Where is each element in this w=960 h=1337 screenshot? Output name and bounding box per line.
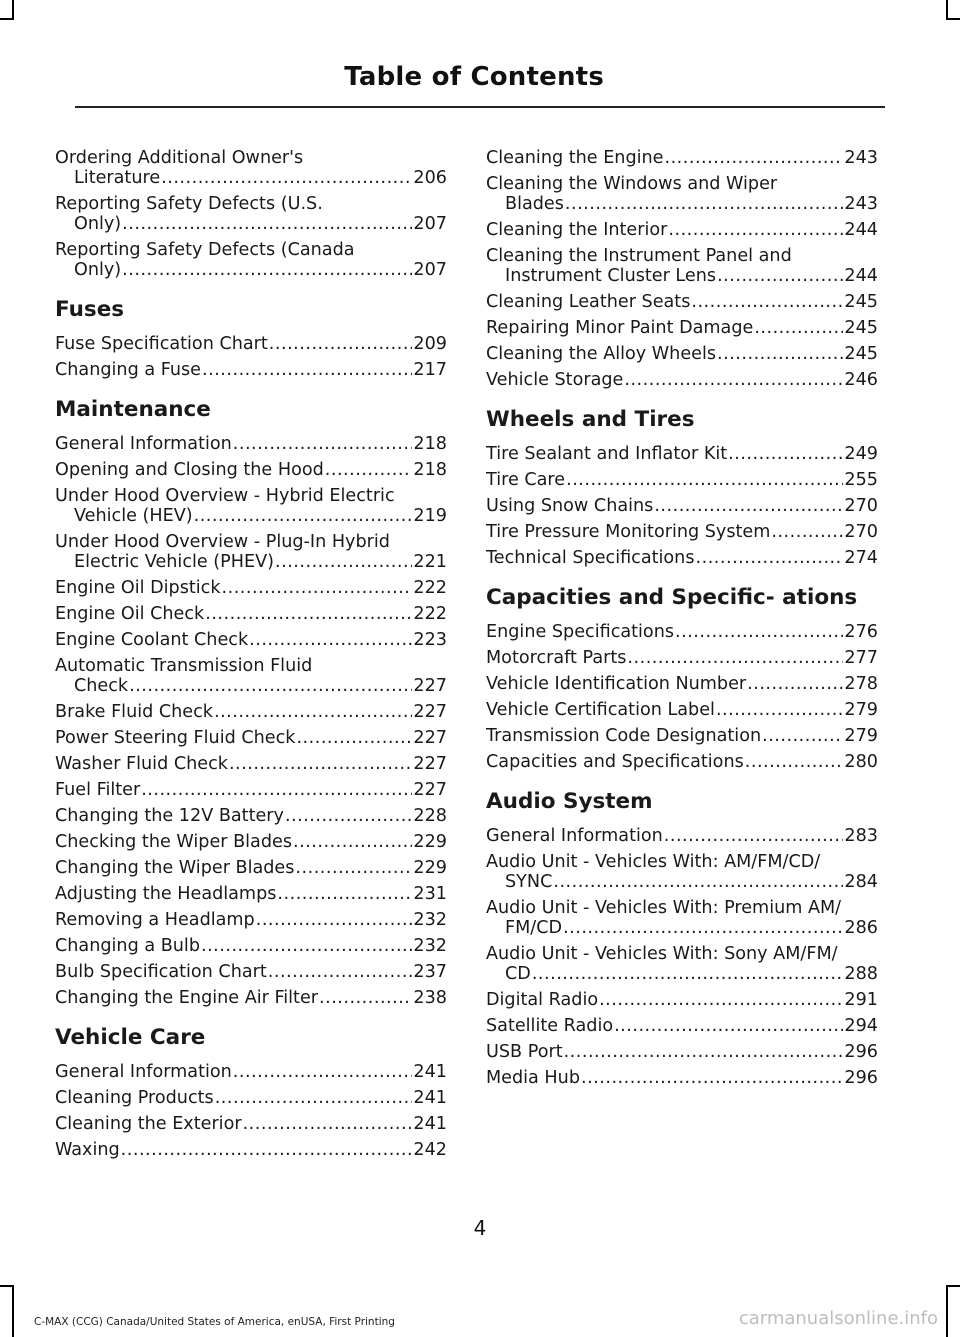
dot-leader [293,832,412,852]
toc-entry-title: Literature [74,168,161,188]
toc-entry-title-line: Cleaning the Windows and Wiper [486,174,778,194]
toc-entry[interactable] [486,1042,878,1062]
toc-entry[interactable] [55,486,447,526]
toc-entry[interactable] [55,702,447,722]
toc-entry-page: 209 [413,334,447,354]
toc-entry[interactable] [55,806,447,826]
toc-entry-title: Changing a Bulb [55,936,200,956]
dot-leader [599,990,843,1010]
dot-leader [201,936,412,956]
toc-entry-page: 279 [844,726,878,746]
toc-entry[interactable] [55,532,447,572]
toc-entry-page: 244 [844,266,878,286]
dot-leader [747,674,843,694]
toc-entry-title-line: Reporting Safety Defects (Canada [55,240,355,260]
dot-leader [668,220,843,240]
toc-entry-title: Satellite Radio [486,1016,614,1036]
toc-entry-title: Bulb Specification Chart [55,962,267,982]
toc-entry-title: Adjusting the Headlamps [55,884,277,904]
toc-entry-title: Brake Fluid Check [55,702,213,722]
dot-leader [269,334,413,354]
watermark: carmanualsonline.info [738,1308,938,1329]
toc-entry[interactable] [55,1114,447,1134]
toc-entry[interactable] [486,470,878,490]
dot-leader [664,826,844,846]
toc-entry-title: Repairing Minor Paint Damage [486,318,754,338]
toc-entry-title: SYNC [505,872,553,892]
toc-entry-title: Waxing [55,1140,120,1160]
toc-entry-page: 284 [844,872,878,892]
crop-mark-bottom-left-v [12,1285,14,1337]
crop-mark-bottom-left-h [0,1285,14,1287]
toc-entry-title: Using Snow Chains [486,496,654,516]
dot-leader [249,630,412,650]
toc-entry-title: Transmission Code Designation [486,726,762,746]
toc-entry-page: 245 [844,318,878,338]
dot-leader [194,506,413,526]
dot-leader [295,858,412,878]
toc-entry-title: Electric Vehicle (PHEV) [74,552,275,572]
page-number: 4 [473,1216,487,1240]
toc-entry-page: 232 [413,936,447,956]
dot-leader [675,622,843,642]
dot-leader [762,726,843,746]
toc-entry[interactable] [55,194,447,234]
toc-entry-page: 279 [844,700,878,720]
toc-entry-page: 288 [844,964,878,984]
toc-entry-page: 249 [844,444,878,464]
dot-leader [229,754,412,774]
toc-entry-page: 221 [413,552,447,572]
toc-entry[interactable] [55,630,447,650]
toc-entry[interactable] [55,148,447,188]
toc-entry-title-line: Audio Unit - Vehicles With: Premium AM/ [486,898,842,918]
crop-mark-top-right-h [946,18,960,20]
toc-entry-title: Engine Specifications [486,622,675,642]
section-heading-audio-system: Audio System [486,789,653,814]
toc-entry-title: Cleaning the Exterior [55,1114,242,1134]
edition-footer: C-MAX (CCG) Canada/United States of America, enUSA, First Printing [34,1316,395,1328]
dot-leader [222,578,413,598]
toc-entry[interactable] [486,246,878,286]
toc-entry-page: 244 [844,220,878,240]
dot-leader [243,1114,413,1134]
dot-leader [141,780,412,800]
toc-entry-title-line: Under Hood Overview - Hybrid Electric [55,486,395,506]
toc-entry[interactable] [486,674,878,694]
dot-leader [627,648,843,668]
toc-entry-page: 245 [844,292,878,312]
toc-entry-title: Tire Care [486,470,566,490]
toc-entry-title: Vehicle Identification Number [486,674,747,694]
toc-entry[interactable] [486,174,878,214]
toc-entry-page: 223 [413,630,447,650]
toc-entry-page: 255 [844,470,878,490]
page-title: Table of Contents [344,62,604,92]
toc-entry-page: 241 [413,1062,447,1082]
dot-leader [654,496,843,516]
dot-leader [696,548,844,568]
dot-leader [745,752,844,772]
toc-entry-title: Fuse Specification Chart [55,334,268,354]
toc-entry-title: Cleaning the Alloy Wheels [486,344,717,364]
toc-entry[interactable] [55,936,447,956]
toc-entry-title-line: Cleaning the Instrument Panel and [486,246,792,266]
toc-entry[interactable] [486,370,878,390]
toc-entry-page: 246 [844,370,878,390]
toc-entry[interactable] [486,148,878,168]
crop-mark-top-right-v [946,0,948,20]
dot-leader [754,318,843,338]
toc-entry-title: Vehicle Certification Label [486,700,715,720]
toc-entry-page: 227 [413,754,447,774]
toc-entry-page: 219 [413,506,447,526]
toc-entry-page: 243 [844,194,878,214]
toc-entry-page: 206 [413,168,447,188]
section-heading-wheels-and-tires: Wheels and Tires [486,407,695,432]
dot-leader [614,1016,843,1036]
dot-leader [532,964,844,984]
toc-entry[interactable] [486,444,878,464]
toc-entry-title: Cleaning Leather Seats [486,292,691,312]
toc-entry-title: Engine Oil Check [55,604,205,624]
dot-leader [122,214,412,234]
toc-entry-title: Cleaning the Engine [486,148,664,168]
toc-entry[interactable] [55,1140,447,1160]
toc-entry-title: Removing a Headlamp [55,910,255,930]
toc-entry-page: 229 [413,832,447,852]
toc-entry-title: Cleaning the Interior [486,220,668,240]
toc-entry-page: 227 [413,780,447,800]
dot-leader [121,1140,413,1160]
dot-leader [771,522,843,542]
toc-entry-page: 270 [844,496,878,516]
dot-leader [691,292,843,312]
toc-entry-page: 217 [413,360,447,380]
toc-entry-title: Instrument Cluster Lens [505,266,717,286]
toc-entry[interactable] [486,700,878,720]
toc-entry-page: 237 [413,962,447,982]
toc-entry-page: 280 [844,752,878,772]
toc-entry-title: Changing the Wiper Blades [55,858,295,878]
dot-leader [624,370,843,390]
toc-right-column [486,148,878,1094]
toc-entry[interactable] [486,344,878,364]
toc-entry-title: Tire Pressure Monitoring System [486,522,771,542]
toc-entry-title-line: Automatic Transmission Fluid [55,656,313,676]
toc-entry-title: Engine Coolant Check [55,630,249,650]
toc-entry-title-line: Audio Unit - Vehicles With: AM/FM/CD/ [486,852,821,872]
toc-entry[interactable] [486,752,878,772]
dot-leader [716,700,843,720]
dot-leader [325,460,413,480]
dot-leader [275,552,412,572]
dot-leader [285,806,412,826]
header-divider [75,106,885,108]
toc-entry[interactable] [55,434,447,454]
toc-entry-title: Digital Radio [486,990,599,1010]
toc-entry[interactable] [55,334,447,354]
toc-entry-page: 218 [413,460,447,480]
dot-leader [581,1068,843,1088]
crop-mark-top-left-v [12,0,14,20]
toc-entry[interactable] [486,826,878,846]
toc-entry[interactable] [55,728,447,748]
toc-entry-page: 222 [413,604,447,624]
dot-leader [665,148,844,168]
toc-entry-page: 277 [844,648,878,668]
toc-entry[interactable] [55,962,447,982]
toc-entry-title: Engine Oil Dipstick [55,578,221,598]
toc-entry[interactable] [55,1088,447,1108]
toc-entry-title-line: Reporting Safety Defects (U.S. [55,194,323,214]
toc-entry-page: 207 [413,214,447,234]
toc-entry-title: Only) [74,260,122,280]
dot-leader [215,1088,413,1108]
toc-entry[interactable] [486,318,878,338]
toc-entry-title: Media Hub [486,1068,580,1088]
dot-leader [564,1042,844,1062]
toc-entry-title: Changing a Fuse [55,360,202,380]
toc-entry-page: 227 [413,676,447,696]
toc-entry-page: 222 [413,578,447,598]
toc-entry-page: 228 [413,806,447,826]
dot-leader [563,918,843,938]
toc-entry[interactable] [55,604,447,624]
toc-entry[interactable] [55,832,447,852]
section-heading-vehicle-care: Vehicle Care [55,1025,206,1050]
toc-entry-title: General Information [486,826,663,846]
toc-entry[interactable] [55,460,447,480]
toc-entry[interactable] [486,726,878,746]
dot-leader [277,884,412,904]
toc-entry[interactable] [55,988,447,1008]
toc-entry-title: Tire Sealant and Inflator Kit [486,444,728,464]
section-heading-capacities-and-specific-ations: Capacities and Specific- ations [486,585,858,610]
dot-leader [214,702,412,722]
toc-entry-title: General Information [55,434,232,454]
toc-entry-page: 232 [413,910,447,930]
dot-leader [205,604,412,624]
toc-entry-page: 278 [844,674,878,694]
dot-leader [202,360,412,380]
toc-entry-page: 227 [413,728,447,748]
crop-mark-top-left-h [0,18,14,20]
toc-entry-title-line: Ordering Additional Owner's [55,148,304,168]
toc-entry-page: 207 [413,260,447,280]
dot-leader [565,194,844,214]
toc-entry-page: 241 [413,1088,447,1108]
crop-mark-bottom-right-v [946,1285,948,1337]
toc-entry-page: 227 [413,702,447,722]
toc-entry-page: 274 [844,548,878,568]
dot-leader [256,910,413,930]
toc-entry-title: General Information [55,1062,232,1082]
toc-entry-page: 283 [844,826,878,846]
toc-entry[interactable] [55,240,447,280]
dot-leader [553,872,843,892]
dot-leader [161,168,412,188]
toc-entry[interactable] [55,656,447,696]
toc-entry-page: 276 [844,622,878,642]
toc-entry[interactable] [55,360,447,380]
dot-leader [566,470,843,490]
section-heading-maintenance: Maintenance [55,397,211,422]
toc-entry[interactable] [486,292,878,312]
toc-entry-title: Motorcraft Parts [486,648,627,668]
toc-entry-title: CD [505,964,531,984]
toc-entry-page: 296 [844,1042,878,1062]
toc-entry-title: Vehicle (HEV) [74,506,193,526]
crop-mark-bottom-right-h [946,1285,960,1287]
toc-entry-page: 231 [413,884,447,904]
toc-entry[interactable] [55,858,447,878]
toc-entry-title: Opening and Closing the Hood [55,460,324,480]
toc-entry-title: Fuel Filter [55,780,141,800]
toc-entry-title: USB Port [486,1042,563,1062]
toc-left-column [55,148,447,1166]
toc-entry[interactable] [486,852,878,892]
dot-leader [233,434,413,454]
toc-entry-title: Power Steering Fluid Check [55,728,296,748]
dot-leader [296,728,412,748]
toc-entry[interactable] [486,1068,878,1088]
toc-entry-page: 296 [844,1068,878,1088]
dot-leader [122,260,412,280]
dot-leader [717,266,843,286]
dot-leader [319,988,412,1008]
toc-entry[interactable] [55,1062,447,1082]
toc-entry-title: Cleaning Products [55,1088,214,1108]
toc-entry[interactable] [55,578,447,598]
toc-entry-page: 245 [844,344,878,364]
toc-entry[interactable] [486,1016,878,1036]
toc-entry-page: 286 [844,918,878,938]
toc-entry[interactable] [486,522,878,542]
toc-entry-page: 241 [413,1114,447,1134]
toc-entry-title-line: Under Hood Overview - Plug-In Hybrid [55,532,390,552]
toc-entry-title-line: Audio Unit - Vehicles With: Sony AM/FM/ [486,944,838,964]
toc-entry[interactable] [486,898,878,938]
toc-entry[interactable] [55,780,447,800]
toc-entry-page: 294 [844,1016,878,1036]
toc-entry-title: Checking the Wiper Blades [55,832,293,852]
toc-entry[interactable] [486,648,878,668]
toc-entry-page: 229 [413,858,447,878]
toc-entry-title: Changing the 12V Battery [55,806,284,826]
toc-entry-title: Only) [74,214,122,234]
toc-entry-title: Washer Fluid Check [55,754,228,774]
toc-entry[interactable] [486,220,878,240]
toc-entry-title: Capacities and Specifications [486,752,744,772]
toc-entry[interactable] [486,990,878,1010]
toc-entry[interactable] [55,910,447,930]
toc-entry-title: Vehicle Storage [486,370,624,390]
dot-leader [728,444,843,464]
toc-entry[interactable] [486,622,878,642]
toc-entry[interactable] [486,944,878,984]
dot-leader [129,676,412,696]
toc-entry-page: 242 [413,1140,447,1160]
toc-entry[interactable] [55,754,447,774]
dot-leader [268,962,413,982]
toc-entry-title: Changing the Engine Air Filter [55,988,319,1008]
toc-entry-title: Check [74,676,129,696]
toc-entry-page: 270 [844,522,878,542]
toc-entry-title: Blades [505,194,564,214]
toc-entry-page: 218 [413,434,447,454]
dot-leader [717,344,843,364]
toc-entry[interactable] [486,548,878,568]
toc-entry-title: Technical Specifications [486,548,695,568]
section-heading-fuses: Fuses [55,297,125,322]
toc-entry-page: 291 [844,990,878,1010]
toc-entry[interactable] [55,884,447,904]
toc-entry-page: 243 [844,148,878,168]
dot-leader [233,1062,413,1082]
toc-entry-title: FM/CD [505,918,563,938]
toc-entry-page: 238 [413,988,447,1008]
toc-entry[interactable] [486,496,878,516]
